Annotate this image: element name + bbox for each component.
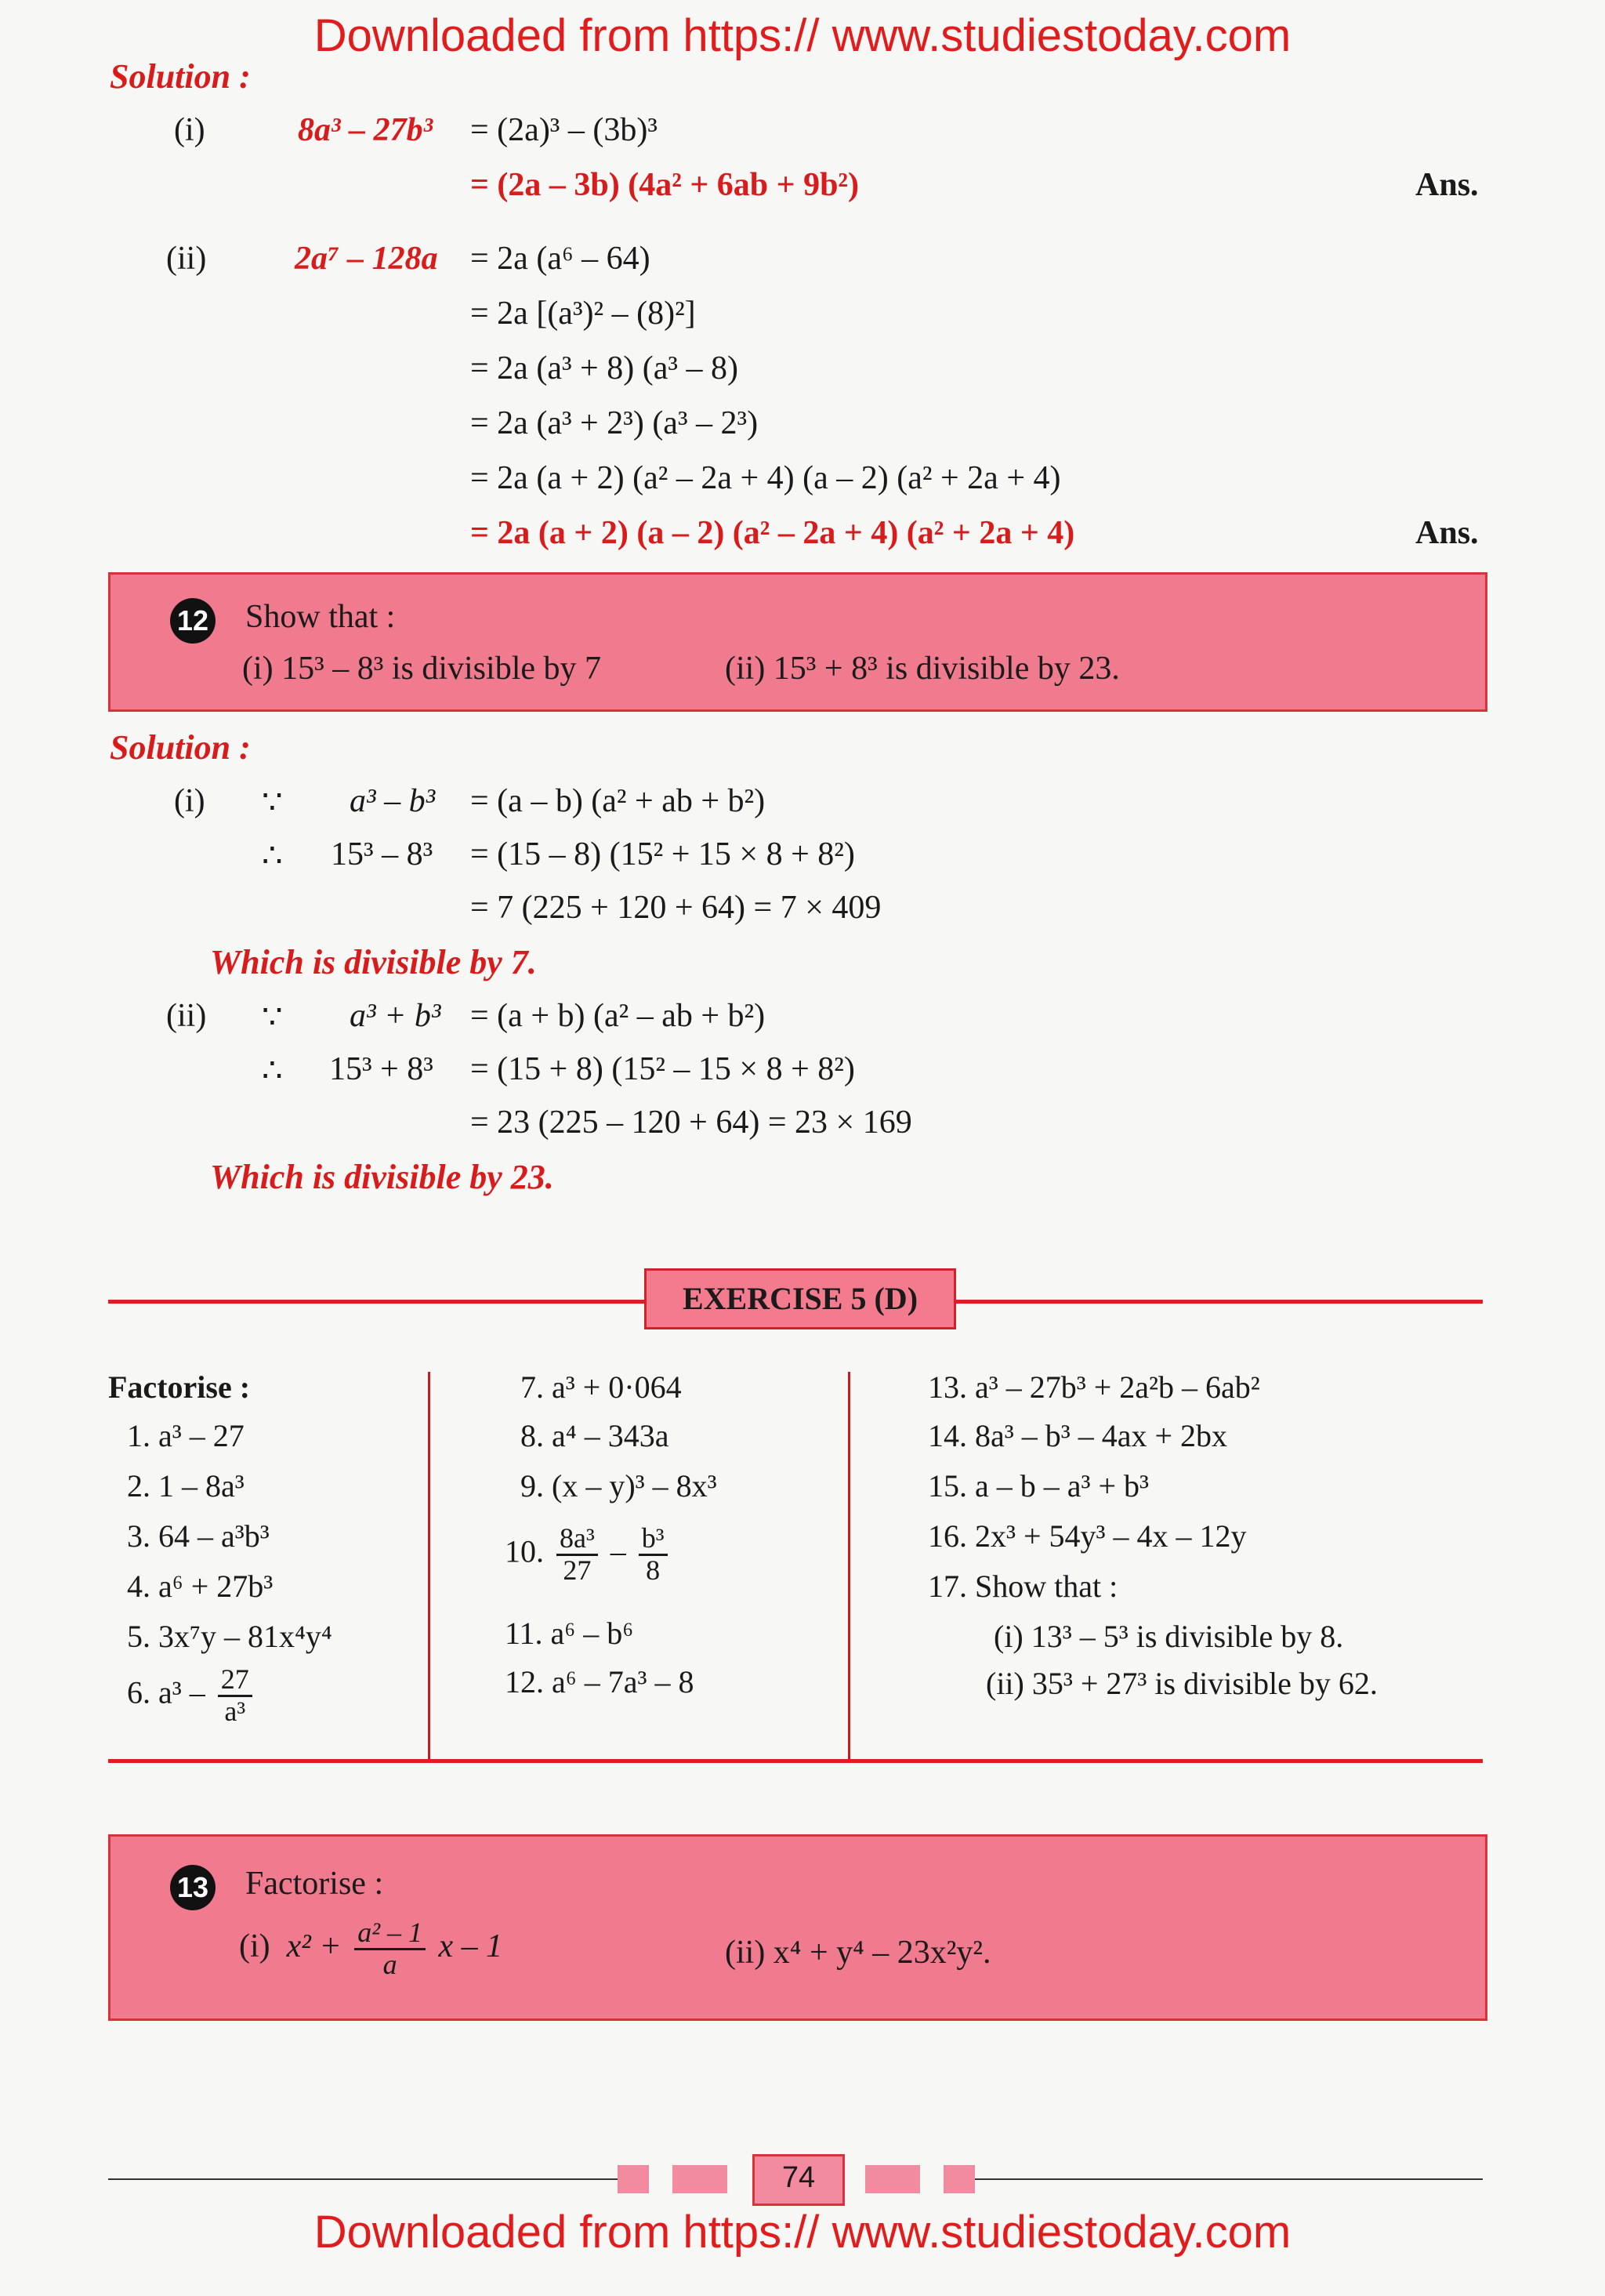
exercise-item: 12. a⁶ – 7a³ – 8: [505, 1664, 694, 1699]
part-ii-label: (ii): [166, 241, 207, 277]
denominator: 27: [563, 1554, 592, 1586]
numerator: 27: [218, 1665, 252, 1697]
exercise-item: 4. a⁶ + 27b³: [127, 1569, 274, 1604]
identity-lhs: a³ + b³: [350, 998, 441, 1034]
question-part-ii: (ii) 15³ + 8³ is divisible by 23.: [725, 651, 1120, 687]
exercise-item: 1. a³ – 27: [127, 1418, 245, 1453]
conclusion-note: Which is divisible by 7.: [210, 943, 537, 981]
expr-lhs: 15³ + 8³: [329, 1051, 433, 1087]
footer-rule: [108, 2178, 618, 2180]
exercise-item: 8. a⁴ – 343a: [520, 1418, 669, 1453]
step-line: = (a – b) (a² + ab + b²): [470, 783, 766, 819]
fraction: [556, 1524, 598, 1586]
exercise-item: [127, 1665, 257, 1727]
item-prefix: 10.: [505, 1533, 544, 1569]
step-line: = (2a)³ – (3b)³: [470, 112, 658, 148]
question-13-box: [108, 1834, 1487, 2021]
expr-lhs: 15³ – 8³: [331, 836, 433, 872]
question-number-badge: 12: [170, 598, 216, 644]
answer-line: = 2a (a + 2) (a – 2) (a² – 2a + 4) (a² + 2a + 4): [470, 515, 1075, 551]
denominator: 8: [646, 1554, 661, 1586]
question-part-ii: (ii) x⁴ + y⁴ – 23x²y².: [725, 1935, 991, 1971]
because-symbol: ∵: [262, 999, 283, 1036]
fraction: [218, 1665, 252, 1727]
exercise-item: 11. a⁶ – b⁶: [505, 1616, 634, 1651]
step-line: = (a + b) (a² – ab + b²): [470, 998, 766, 1034]
therefore-symbol: ∴: [262, 838, 283, 874]
expr-term: x² +: [286, 1928, 342, 1964]
exercise-item: 16. 2x³ + 54y³ – 4x – 12y: [928, 1518, 1247, 1554]
fraction: [639, 1524, 668, 1586]
column-divider: [428, 1372, 430, 1762]
solution-label: Solution :: [110, 57, 251, 96]
numerator: 8a³: [556, 1524, 598, 1556]
exercise-item: 14. 8a³ – b³ – 4ax + 2bx: [928, 1418, 1228, 1453]
step-line: = 7 (225 + 120 + 64) = 7 × 409: [470, 890, 882, 926]
exercise-item: 17. Show that :: [928, 1569, 1118, 1604]
identity-lhs: a³ – b³: [350, 783, 436, 819]
step-line: = 2a (a³ + 8) (a³ – 8): [470, 350, 738, 386]
part-i-label: (i): [174, 783, 205, 819]
because-symbol: ∵: [262, 785, 283, 821]
footer-rule: [975, 2178, 1483, 2180]
answer-line: = (2a – 3b) (4a² + 6ab + 9b²): [470, 167, 860, 203]
part-i-label: (i): [174, 112, 205, 148]
step-line: = 2a [(a³)² – (8)²]: [470, 296, 696, 332]
step-line: = (15 – 8) (15² + 15 × 8 + 8²): [470, 836, 855, 872]
column-divider: [848, 1372, 850, 1762]
minus-sign: –: [610, 1533, 626, 1569]
footer-block: [672, 2165, 727, 2193]
question-part-i: (i) 15³ – 8³ is divisible by 7: [242, 651, 602, 687]
expr-lhs: 8a³ – 27b³: [298, 112, 433, 148]
footer-block: [865, 2165, 920, 2193]
exercise-item: 13. a³ – 27b³ + 2a²b – 6ab²: [928, 1369, 1260, 1405]
watermark-bottom[interactable]: Downloaded from https:// www.studiestoday.com: [313, 2207, 1292, 2258]
step-line: = 23 (225 – 120 + 64) = 23 × 169: [470, 1104, 912, 1141]
solution-label: Solution :: [110, 728, 251, 767]
watermark-top[interactable]: Downloaded from https:// www.studiestoday.com: [313, 10, 1292, 61]
exercise-item: 15. a – b – a³ + b³: [928, 1468, 1150, 1503]
exercise-item: 2. 1 – 8a³: [127, 1468, 245, 1503]
exercise-subitem: (i) 13³ – 5³ is divisible by 8.: [994, 1619, 1344, 1654]
question-title: Factorise :: [245, 1866, 384, 1902]
footer-block: [944, 2165, 975, 2193]
question-title: Show that :: [245, 599, 396, 635]
item-prefix: 6. a³ –: [127, 1674, 205, 1710]
numerator: a² – 1: [354, 1918, 426, 1950]
question-12-box: [108, 572, 1487, 712]
step-line: = 2a (a³ + 2³) (a³ – 2³): [470, 405, 759, 441]
exercise-item: 9. (x – y)³ – 8x³: [520, 1468, 717, 1503]
denominator: a: [382, 1948, 397, 1980]
exercise-item: 5. 3x⁷y – 81x⁴y⁴: [127, 1619, 332, 1654]
exercise-subitem: (ii) 35³ + 27³ is divisible by 62.: [986, 1666, 1378, 1701]
denominator: a³: [224, 1695, 246, 1727]
exercise-item: [505, 1524, 672, 1586]
footer-block: [618, 2165, 649, 2193]
question-number-badge: 13: [170, 1865, 216, 1910]
exercise-item: 7. a³ + 0·064: [520, 1369, 682, 1405]
expr-lhs: 2a⁷ – 128a: [295, 241, 438, 277]
expr-term: x – 1: [438, 1928, 503, 1964]
step-line: = 2a (a + 2) (a² – 2a + 4) (a – 2) (a² + 2a + 4): [470, 460, 1061, 496]
conclusion-note: Which is divisible by 23.: [210, 1158, 554, 1196]
fraction: [354, 1918, 426, 1980]
numerator: b³: [639, 1524, 668, 1556]
therefore-symbol: ∴: [262, 1053, 283, 1089]
step-line: = 2a (a⁶ – 64): [470, 241, 650, 277]
part-label: (i): [239, 1928, 270, 1964]
part-ii-label: (ii): [166, 998, 207, 1034]
exercise-heading: Factorise :: [108, 1369, 251, 1405]
ans-label: Ans.: [1415, 167, 1479, 203]
step-line: = (15 + 8) (15² – 15 × 8 + 8²): [470, 1051, 855, 1087]
page-number: 74: [752, 2154, 845, 2206]
exercise-title: EXERCISE 5 (D): [644, 1268, 956, 1329]
exercise-item: 3. 64 – a³b³: [127, 1518, 270, 1554]
section-divider: [108, 1759, 1483, 1763]
question-part-i: [239, 1918, 502, 1980]
ans-label: Ans.: [1415, 515, 1479, 551]
